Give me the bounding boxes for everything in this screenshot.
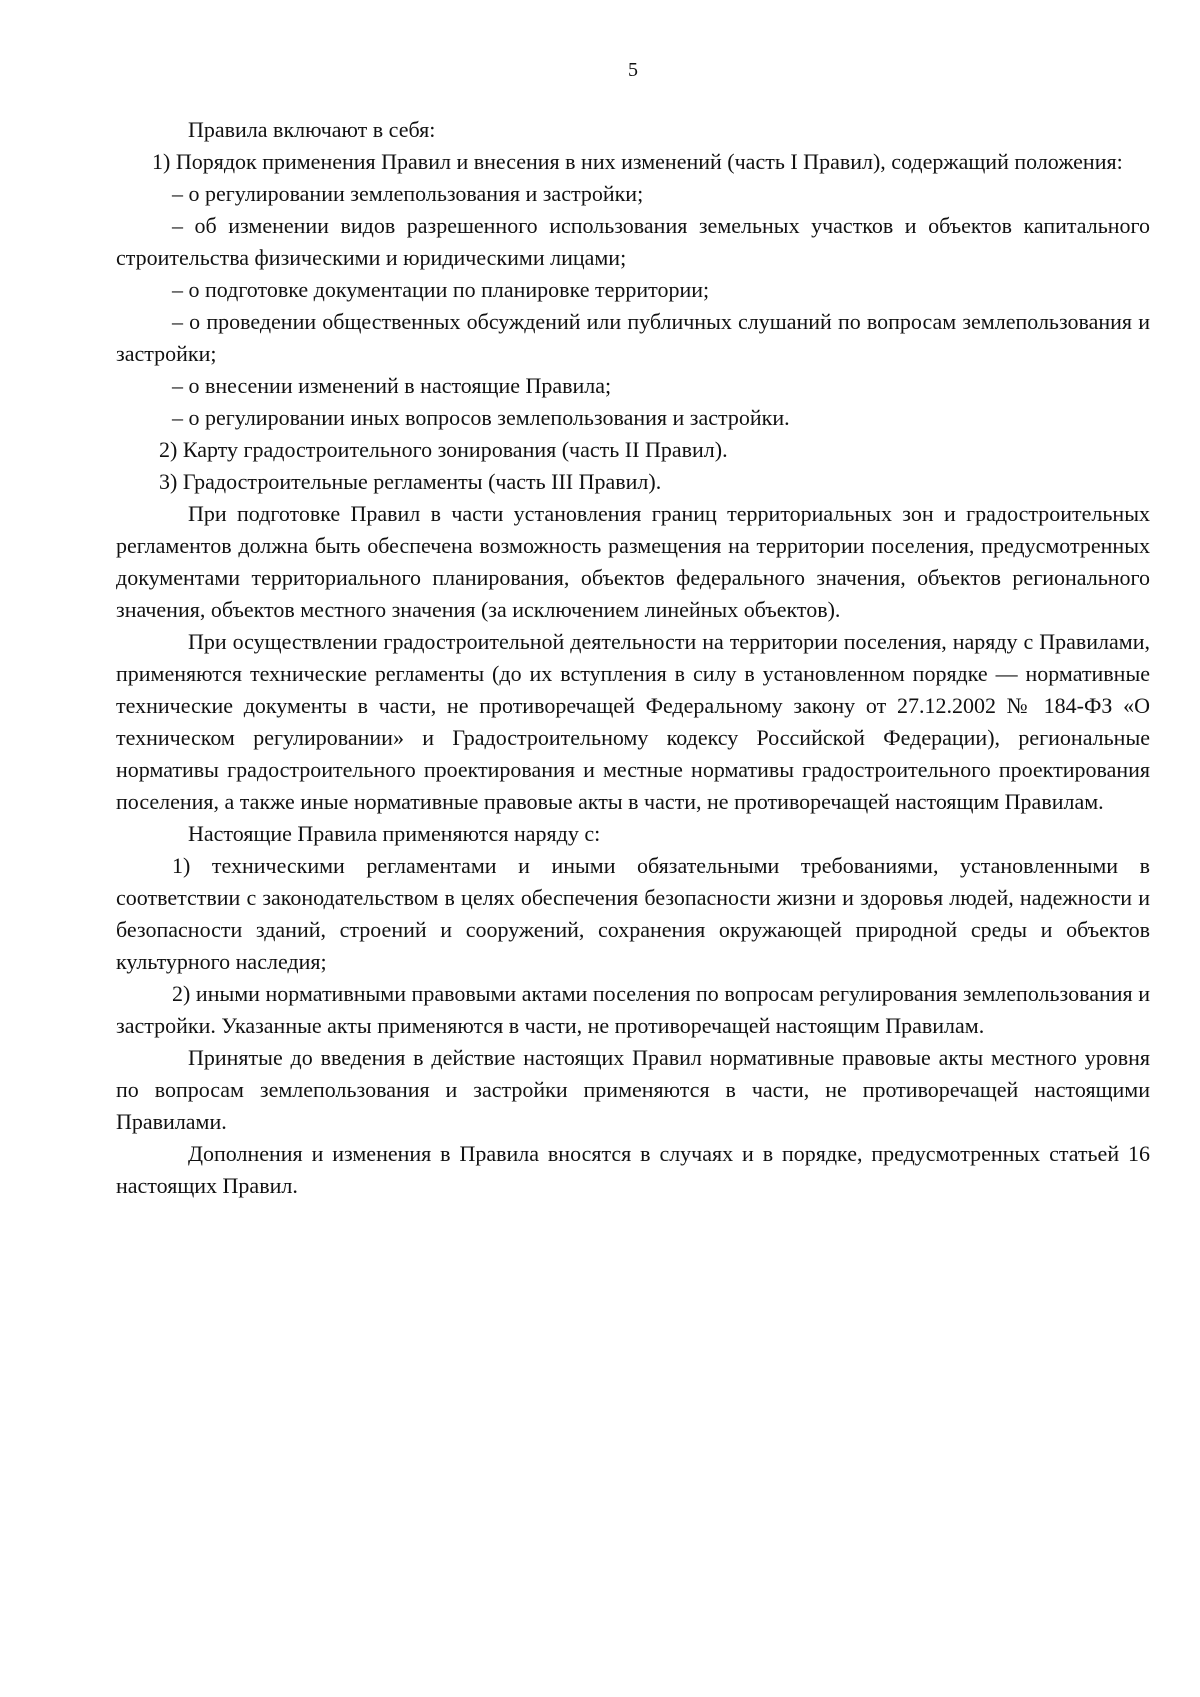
- list-item: – о регулировании землепользования и застройки;: [172, 181, 644, 206]
- list-item: 3) Градостроительные регламенты (часть III Правил).: [159, 469, 662, 494]
- list-item: – о подготовке документации по планировке территории;: [172, 277, 710, 302]
- page-number: 5: [628, 59, 638, 81]
- list-item: – о проведении общественных обсуждений или публичных слушаний по вопросам землепользования и застройки;: [116, 309, 1150, 366]
- paragraph: Настоящие Правила применяются наряду с:: [188, 821, 601, 846]
- list-item: – о регулировании иных вопросов землепользования и застройки.: [172, 405, 790, 430]
- list-item: – о внесении изменений в настоящие Правила;: [172, 373, 612, 398]
- list-item: 1) техническими регламентами и иными обязательными требованиями, установленными в соответствии с законодательством в целях обеспечения безопасности жизни и здоровья людей, надежности и безопасности зданий, строений и сооружений, сохранения окружающей природной среды и объектов культурного наследия;: [116, 853, 1150, 974]
- paragraph: Принятые до введения в действие настоящих Правил нормативные правовые акты местного уровня по вопросам землепользования и застройки применяются в части, не противоречащей настоящими Правилами.: [116, 1045, 1150, 1134]
- paragraph: Дополнения и изменения в Правила вносятся в случаях и в порядке, предусмотренных статьей 16 настоящих Правил.: [116, 1141, 1150, 1198]
- list-item: – об изменении видов разрешенного использования земельных участков и объектов капитального строительства физическими и юридическими лицами;: [116, 213, 1150, 270]
- document-page: [116, 60, 1150, 1202]
- paragraph: При подготовке Правил в части установления границ территориальных зон и градостроительных регламентов должна быть обеспечена возможность размещения на территории поселения, предусмотренных документами территориального планирования, объектов федерального значения, объектов регионального значения, объектов местного значения (за исключением линейных объектов).: [116, 501, 1150, 622]
- list-item: 1) Порядок применения Правил и внесения в них изменений (часть I Правил), содержащий положения:: [152, 149, 1123, 174]
- list-item: 2) Карту градостроительного зонирования (часть II Правил).: [159, 437, 728, 462]
- list-item: 2) иными нормативными правовыми актами поселения по вопросам регулирования землепользования и застройки. Указанные акты применяются в части, не противоречащей настоящим Правилам.: [116, 981, 1150, 1038]
- paragraph: Правила включают в себя:: [188, 117, 436, 142]
- paragraph: При осуществлении градостроительной деятельности на территории поселения, наряду с Правилами, применяются технические регламенты (до их вступления в силу в установленном порядке — нормативные технические документы в части, не противоречащей Федеральному закону от 27.12.2002 № 184-ФЗ «О техническом регулировании» и Градостроительному кодексу Российской Федерации), региональные нормативы градостроительного проектирования и местные нормативы градостроительного проектирования поселения, а также иные нормативные правовые акты в части, не противоречащей настоящим Правилам.: [116, 629, 1150, 814]
